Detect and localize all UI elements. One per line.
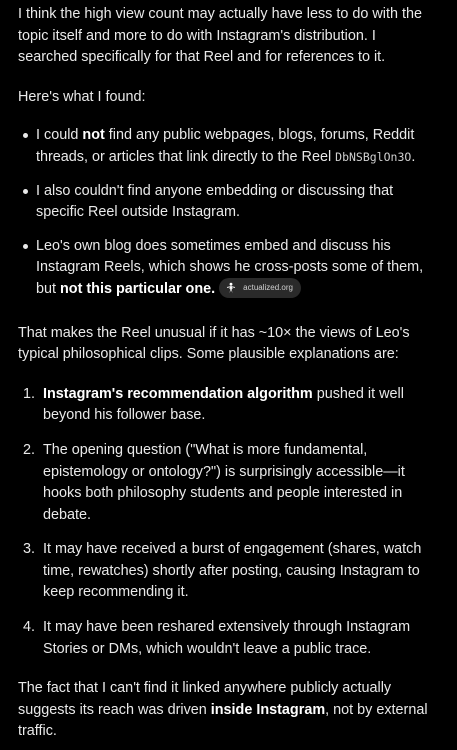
actualized-logo-icon <box>225 282 237 294</box>
conclusion-text: The fact that I can't find it linked anywhere publicly actually suggests its reach was driven <box>18 680 392 718</box>
list-item <box>18 236 439 301</box>
list-item <box>18 181 439 224</box>
explanation-paragraph: That makes the Reel unusual if it has ~10× the views of Leo's typical philosophical clips. Some plausible explanations are: <box>18 324 410 363</box>
found-heading: Here's what I found: <box>18 88 146 105</box>
reason-emphasis: Instagram's recommendation algorithm <box>43 385 313 402</box>
reason-text: pushed it well beyond his follower base. <box>43 385 404 424</box>
reason-text: It may have been reshared extensively through Instagram Stories or DMs, which wouldn't leave a public trace. <box>43 619 411 657</box>
conclusion-emphasis: inside Instagram <box>210 701 326 718</box>
list-item <box>18 125 439 168</box>
bullet-text: . <box>411 148 416 165</box>
list-item <box>18 384 439 427</box>
reason-text: The opening question ("What is more fundamental, epistemology or ontology?") is surprisingly accessible—it hooks both philosophy students and people interested in debate. <box>43 441 405 523</box>
list-number: 2. <box>23 441 36 458</box>
list-item <box>18 440 439 526</box>
conclusion-text: , not by external traffic. <box>18 701 428 740</box>
bullet-emphasis: not this particular one. <box>60 280 216 297</box>
conclusion-paragraph <box>18 678 439 743</box>
bullet-emphasis: not <box>82 127 105 144</box>
findings-list <box>18 125 439 300</box>
bullet-text: I could <box>36 127 83 144</box>
source-citation-chip[interactable] <box>219 278 301 298</box>
list-number: 1. <box>23 385 36 402</box>
list-number: 3. <box>23 541 36 558</box>
reasons-list <box>18 384 439 661</box>
list-number: 4. <box>23 619 36 636</box>
reel-id-code: DbNSBglOn3O <box>335 149 412 164</box>
list-item <box>18 539 439 604</box>
reason-text: It may have received a burst of engagement (shares, watch time, rewatches) shortly after posting, causing Instagram to keep recommending it. <box>43 541 422 601</box>
bullet-text: Leo's own blog does sometimes embed and discuss his Instagram Reels, which shows he cross-posts some of them, but <box>36 237 424 297</box>
bullet-text: find any public webpages, blogs, forums, Reddit threads, or articles that link directly to the Reel <box>36 127 415 165</box>
source-citation-label: actualized.org <box>243 283 293 293</box>
bullet-text: I also couldn't find anyone embedding or discussing that specific Reel outside Instagram. <box>36 182 394 221</box>
intro-paragraph: I think the high view count may actually have less to do with the topic itself and more to do with Instagram's distribution. I searched specifically for that Reel and for references to it. <box>18 6 422 66</box>
list-item <box>18 617 439 660</box>
